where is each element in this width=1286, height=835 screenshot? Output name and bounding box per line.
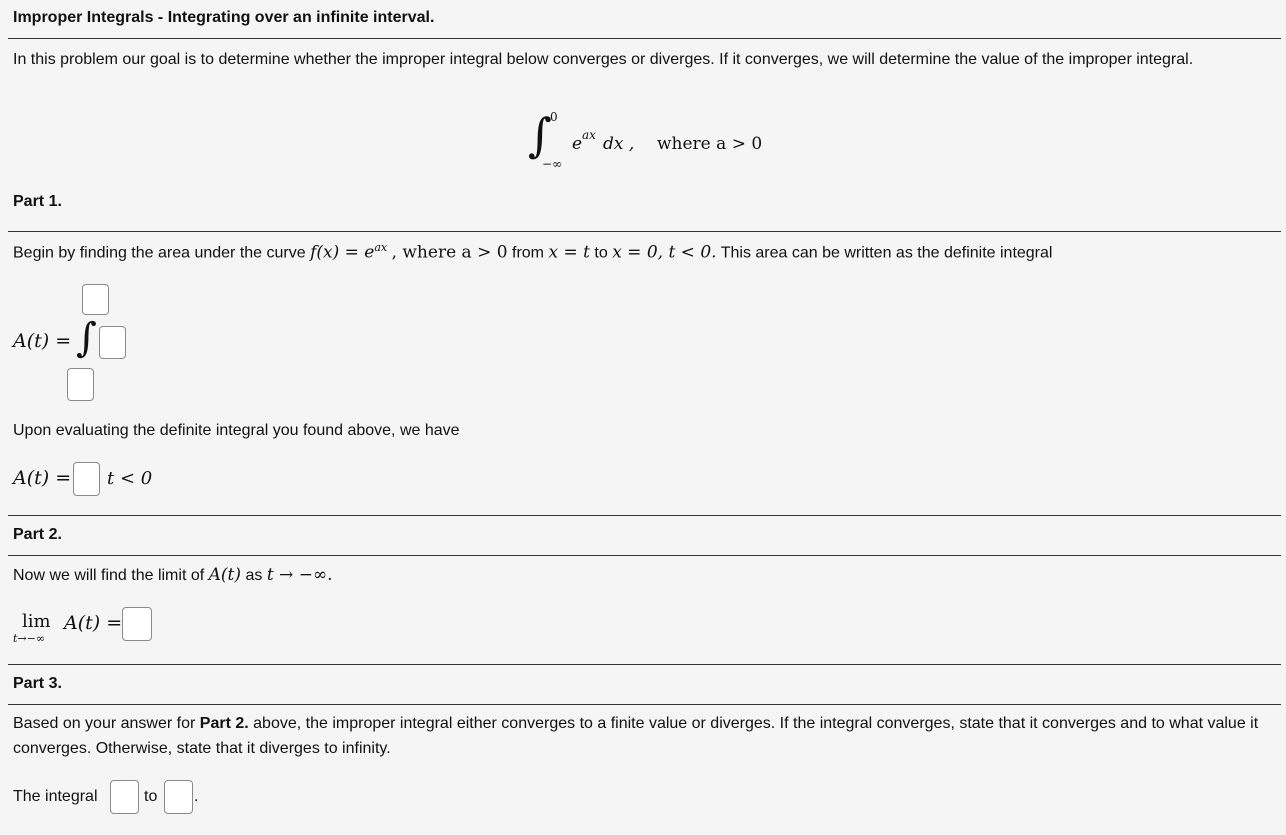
integral-condition: where a > 0 bbox=[657, 134, 763, 154]
page-title: Improper Integrals - Integrating over an infinite interval. bbox=[13, 9, 435, 26]
integrand-base: e bbox=[572, 134, 583, 154]
t-condition: t < 0 bbox=[107, 468, 153, 489]
fx-condition: , where a > 0 bbox=[391, 242, 508, 263]
lim-subscript: t→−∞ bbox=[13, 632, 46, 645]
part2-heading: Part 2. bbox=[13, 526, 62, 543]
divider bbox=[8, 515, 1281, 516]
divider bbox=[8, 704, 1281, 705]
divider bbox=[8, 231, 1281, 232]
integral-dx: dx , bbox=[603, 134, 635, 154]
part1-heading: Part 1. bbox=[13, 193, 62, 210]
part1-text-c: This area can be written as the definite integral bbox=[720, 244, 1053, 262]
part2-as: as bbox=[245, 567, 263, 584]
range-end: x = 0, t < 0. bbox=[612, 242, 717, 263]
part3-bold-ref: Part 2. bbox=[199, 715, 249, 732]
evaluating-text: Upon evaluating the definite integral you found above, we have bbox=[13, 422, 460, 439]
integral-lower-limit: −∞ bbox=[542, 157, 563, 171]
At-label: A(t) = bbox=[13, 330, 72, 352]
integral-label: The integral bbox=[13, 788, 98, 805]
lower-limit-input[interactable] bbox=[67, 368, 94, 401]
fx-exponent: ax bbox=[374, 241, 388, 254]
integral-sign-icon: ∫ bbox=[76, 315, 97, 361]
part2-sentence bbox=[13, 565, 333, 585]
part3-text-a: Based on your answer for bbox=[13, 715, 196, 732]
to-label: to bbox=[144, 788, 158, 805]
part3-paragraph bbox=[13, 711, 1275, 761]
lim-label: lim bbox=[22, 611, 51, 632]
integrand-exponent: ax bbox=[582, 128, 596, 142]
intro-text: In this problem our goal is to determine whether the improper integral below converges or diverges. If it converges, we will determine the value of the improper integral. bbox=[13, 51, 1194, 68]
part2-text-a: Now we will find the limit of bbox=[13, 567, 205, 584]
integrand-input[interactable] bbox=[99, 326, 126, 359]
fx-expression: f(x) = e bbox=[310, 242, 375, 263]
converge-diverge-input[interactable] bbox=[110, 780, 139, 814]
lim-At: A(t) = bbox=[64, 612, 123, 634]
divider bbox=[8, 38, 1281, 39]
upper-limit-input[interactable] bbox=[82, 284, 109, 315]
part2-tlim: t → −∞. bbox=[266, 565, 333, 585]
At-label-2: A(t) = bbox=[13, 467, 72, 489]
divider bbox=[8, 664, 1281, 665]
part1-sentence bbox=[13, 241, 1052, 262]
part1-from: from bbox=[512, 244, 544, 262]
display-integral bbox=[528, 110, 788, 172]
range-start: x = t bbox=[548, 242, 590, 263]
divider bbox=[8, 555, 1281, 556]
part2-At: A(t) bbox=[208, 565, 241, 585]
integral-upper-limit: 0 bbox=[550, 110, 558, 124]
part3-text-b: above, the improper integral either converges to a finite value or diverges. If the integral converges, state that it converges and to what value it converges. Otherwise, state that it diverges to infinity. bbox=[13, 715, 1259, 757]
part3-heading: Part 3. bbox=[13, 675, 62, 692]
period: . bbox=[194, 788, 199, 805]
part1-to: to bbox=[594, 244, 608, 262]
part1-text-a: Begin by finding the area under the curve bbox=[13, 244, 306, 262]
value-input[interactable] bbox=[164, 780, 193, 814]
limit-input[interactable] bbox=[122, 607, 152, 641]
integral-sign-icon: ∫ bbox=[528, 108, 552, 162]
At-result-input[interactable] bbox=[73, 462, 100, 496]
